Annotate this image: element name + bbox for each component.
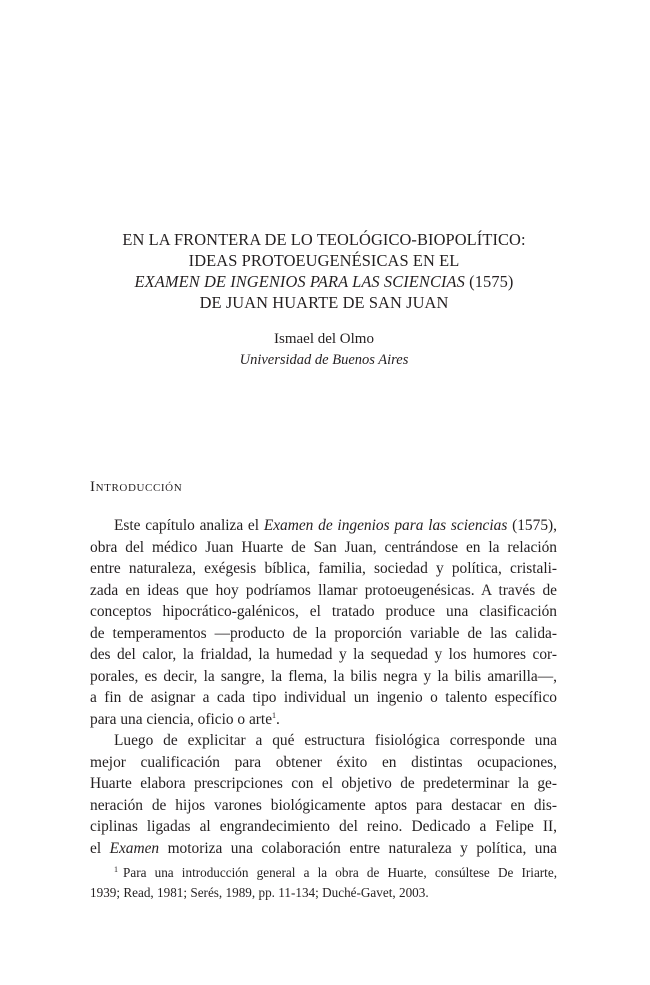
body-text-run: motoriza una colaboración entre naturaleza y política, una [159,839,557,857]
body-line: conceptos hipocrático-galénicos, el tratado produce una clasificación [90,603,557,620]
author-affiliation: Universidad de Buenos Aires [239,352,409,368]
title-line-1: EN LA FRONTERA DE LO TEOLÓGICO-BIOPOLÍTICO: [122,230,526,249]
title-line-4: DE JUAN HUARTE DE SAN JUAN [199,293,449,312]
body-text-run: Este capítulo analiza el [114,517,264,534]
title-work-italic: EXAMEN DE INGENIOS PARA LAS SCIENCIAS [134,272,465,291]
body-line: Luego de explicitar a qué estructura fisiológica corresponde una [114,732,557,749]
body-line [90,709,557,731]
body-line: de temperamentos —producto de la proporción variable de las calida- [90,624,557,642]
title-year: (1575) [464,272,514,291]
body-line: ciplinas ligadas al engrandecimiento del reino. Dedicado a Felipe II, [90,818,557,835]
chapter-title [90,229,558,313]
author-name: Ismael del Olmo [274,331,374,347]
body-line: neración de hijos varones biológicamente aptos para destacar en dis- [90,796,557,814]
title-line-2: IDEAS PROTOEUGENÉSICAS EN EL [188,251,460,270]
footnote-reference[interactable]: 1 [272,710,277,720]
body-text-run: el [90,839,110,857]
body-text-run: para una ciencia, oficio o arte [90,710,273,728]
section-heading: Introducción [90,479,183,495]
body-text-run: (1575), [507,517,557,534]
footnote-line [90,863,557,883]
work-title-italic: Examen [109,839,160,857]
body-line: mejor cualificación para obtener éxito en distintas ocupaciones, [90,753,557,771]
body-line: zada en ideas que hoy podríamos llamar protoeugenésicas. A través de [90,581,557,599]
body-line [90,838,557,860]
footnote [90,863,557,903]
footnote-line: 1939; Read, 1981; Serés, 1989, pp. 11-134; Duché-Gavet, 2003. [90,885,429,900]
work-title-italic: Examen de ingenios para las sciencias [263,517,508,534]
body-line: obra del médico Juan Huarte de San Juan, centrándose en la relación [90,538,557,556]
footnote-text: Para una introducción general a la obra de Huarte, consúltese De Iriarte, [123,865,557,880]
body-line: porales, es decir, la sangre, la flema, la bilis negra y la bilis amarilla—, [90,667,557,685]
body-line: a fin de asignar a cada tipo individual un ingenio o talento específico [90,689,557,706]
body-line: des del calor, la frialdad, la humedad y la sequedad y los humores cor- [90,646,557,663]
body-line: Huarte elabora prescripciones con el objetivo de predeterminar la ge- [90,775,557,792]
body-text-run: . [276,710,280,728]
body-line: entre naturaleza, exégesis bíblica, familia, sociedad y política, cristali- [90,560,557,577]
body-text [90,515,557,859]
footnote-number: 1 [114,864,118,874]
body-line [90,515,557,537]
title-line-3 [90,271,558,292]
author-block [90,329,558,371]
